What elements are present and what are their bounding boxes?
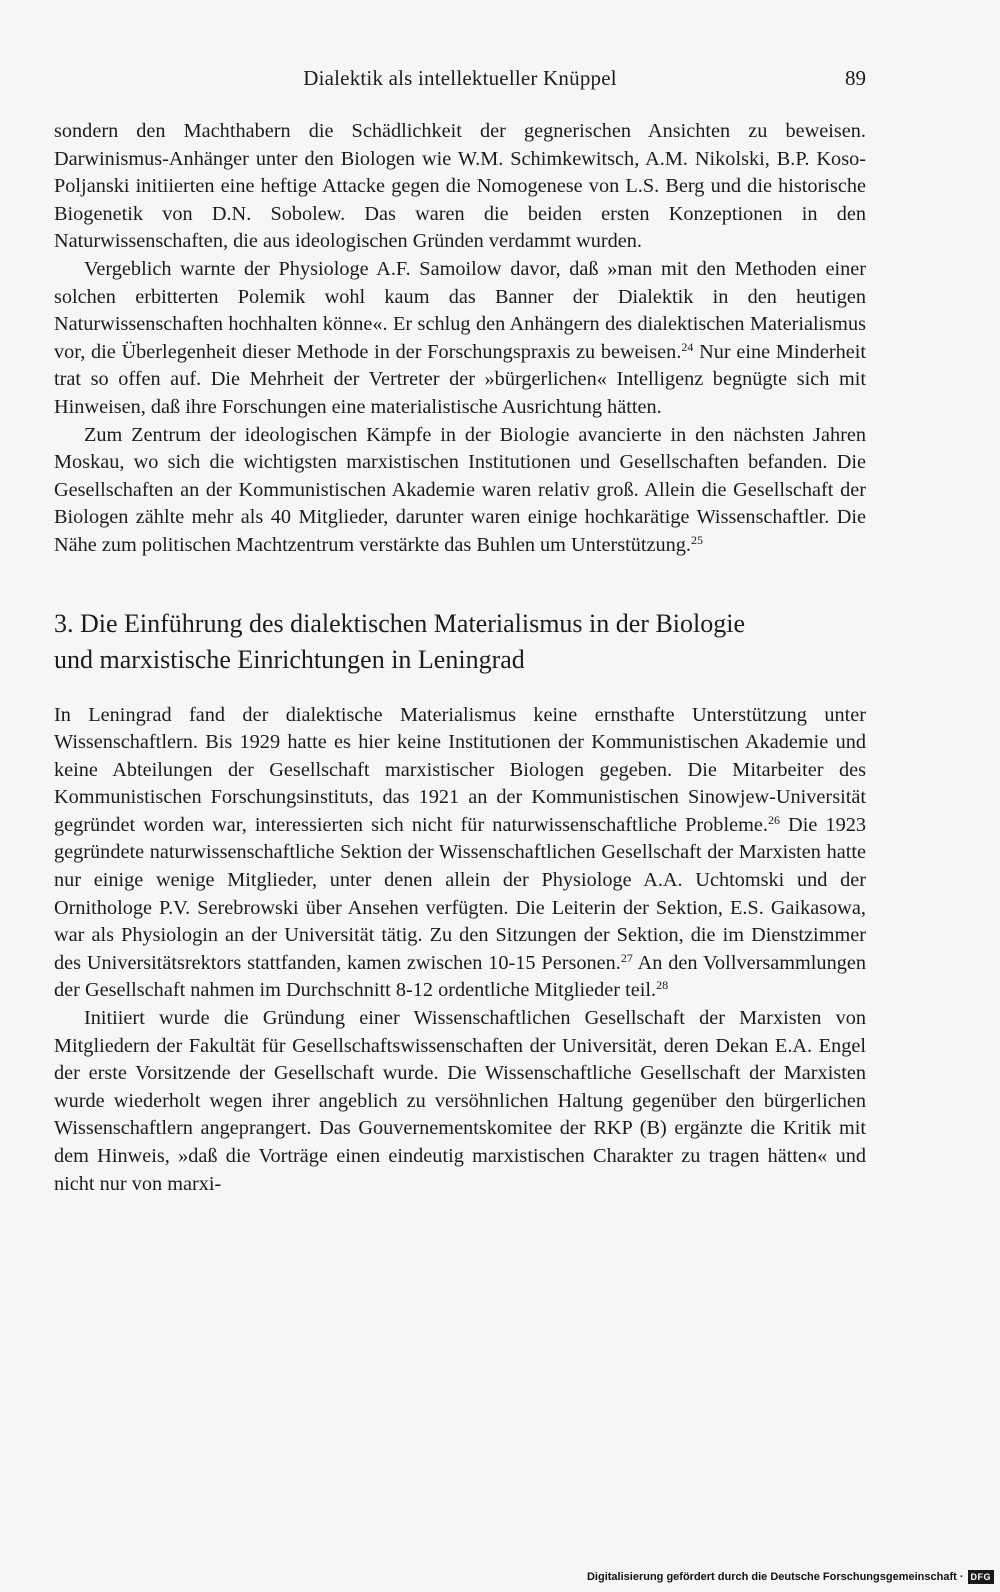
- paragraph-2: [54, 256, 866, 422]
- footnote-ref-24: 24: [681, 339, 694, 354]
- footnote-ref-25: 25: [691, 532, 703, 547]
- paragraph-3-text: Zum Zentrum der ideologischen Kämpfe in der Biologie avancierte in den nächsten Jahren Moskau, wo sich die wichtigsten marxistischen Institutionen und Gesellschaften befanden. Die Gesellschaften an der Kommunistischen Akademie waren relativ groß. Allein die Gesellschaft der Biologen zählte mehr als 40 Mitglieder, darunter waren einige hochkarätige Wissenschaftler. Die Nähe zum politischen Machtzentrum verstärkte das Buhlen um Unterstützung.: [54, 423, 866, 556]
- paragraph-4-text-a: In Leningrad fand der dialektische Materialismus keine ernsthafte Unterstützung unter Wissenschaftlern. Bis 1929 hatte es hier keine Institutionen der Kommunistischen Akademie und keine Abteilungen der Gesellschaft marxistischer Biologen gegeben. Die Mitarbeiter des Kommunistischen Forschungsinstituts, das 1921 an der Kommunistischen Sinowjew-Universität gegründet worden war, interessierten sich nicht für naturwissenschaftliche Probleme.: [54, 703, 866, 836]
- paragraph-2-text-b: Nur eine Minderheit trat so offen auf. Die Mehrheit der Vertreter der »bürgerlichen« Intelligenz begnügte sich mit Hinweisen, daß ihre Forschungen eine materialistische Ausrichtung hätten.: [54, 340, 866, 418]
- section-heading-line-1: 3. Die Einführung des dialektischen Materialismus in der Biologie: [54, 608, 746, 638]
- page-header: [54, 66, 866, 96]
- dfg-logo: DFG: [968, 1570, 995, 1584]
- paragraph-1-text: sondern den Machthabern die Schädlichkeit der gegnerischen Ansichten zu beweisen. Darwinismus-Anhänger unter den Biologen wie W.M. Schimkewitsch, A.M. Nikolski, B.P. Koso-Poljanski initiierten eine heftige Attacke gegen die Nomogenese von L.S. Berg und die historische Biogenetik von D.N. Sobolew. Das waren die beiden ersten Konzeptionen in den Naturwissenschaften, die aus ideologischen Gründen verdammt wurden.: [54, 120, 866, 253]
- section-heading-line-2: und marxistische Einrichtungen in Leningrad: [54, 644, 525, 674]
- section-heading: [54, 606, 866, 678]
- page-number: 89: [845, 66, 866, 90]
- page-body: [54, 118, 866, 1198]
- footnote-ref-28: 28: [656, 978, 669, 993]
- paragraph-4-text-b: Die 1923 gegründete naturwissenschaftliche Sektion der Wissenschaftlichen Gesellschaft der Marxisten hatte nur einige wenige Mitglieder, unter denen allein der Physiologe A.A. Uchtomski und der Ornithologe P.V. Serebrowski über Ansehen verfügten. Die Leiterin der Sektion, E.S. Gaikasowa, war als Physiologin an der Universität tätig. Zu den Sitzungen der Sektion, die im Dienstzimmer des Universitätsrektors stattfanden, kamen zwischen 10-15 Personen.: [54, 813, 866, 974]
- footer-text: Digitalisierung gefördert durch die Deutsche Forschungsgemeinschaft ·: [586, 1571, 964, 1583]
- paragraph-4-text-c: An den Vollversammlungen der Gesellschaft nahmen im Durchschnitt 8-12 ordentliche Mitglieder teil.: [54, 951, 866, 1002]
- footnote-ref-27: 27: [620, 950, 633, 965]
- paragraph-2-text-a: Vergeblich warnte der Physiologe A.F. Samoilow davor, daß »man mit den Methoden einer solchen erbitterten Polemik wohl kaum das Banner der Dialektik in den heutigen Naturwissenschaften hochhalten könne«. Er schlug den Anhängern des dialektischen Materialismus vor, die Überlegenheit dieser Methode in der Forschungspraxis zu beweisen.: [54, 257, 866, 363]
- running-head: Dialektik als intellektueller Knüppel: [303, 66, 617, 90]
- paragraph-5: [54, 1005, 866, 1198]
- paragraph-1: [54, 118, 866, 256]
- paragraph-4: [54, 702, 866, 1006]
- footnote-ref-26: 26: [767, 812, 780, 827]
- paragraph-5-text: Initiiert wurde die Gründung einer Wissenschaftlichen Gesellschaft der Marxisten von Mitgliedern der Fakultät für Gesellschaftswissenschaften der Universität, deren Dekan E.A. Engel der erste Vorsitzende der Gesellschaft wurde. Die Wissenschaftliche Gesellschaft der Marxisten wurde wiederholt wegen ihrer angeblich zu versöhnlichen Haltung gegenüber den bürgerlichen Wissenschaftlern angeprangert. Das Gouvernementskomitee der RKP (B) ergänzte die Kritik mit dem Hinweis, »daß die Vorträge einen eindeutig marxistischen Charakter zu tragen hätten« und nicht nur von marxi-: [54, 1007, 866, 1195]
- digitization-footer: [587, 1568, 994, 1586]
- paragraph-3: [54, 422, 866, 560]
